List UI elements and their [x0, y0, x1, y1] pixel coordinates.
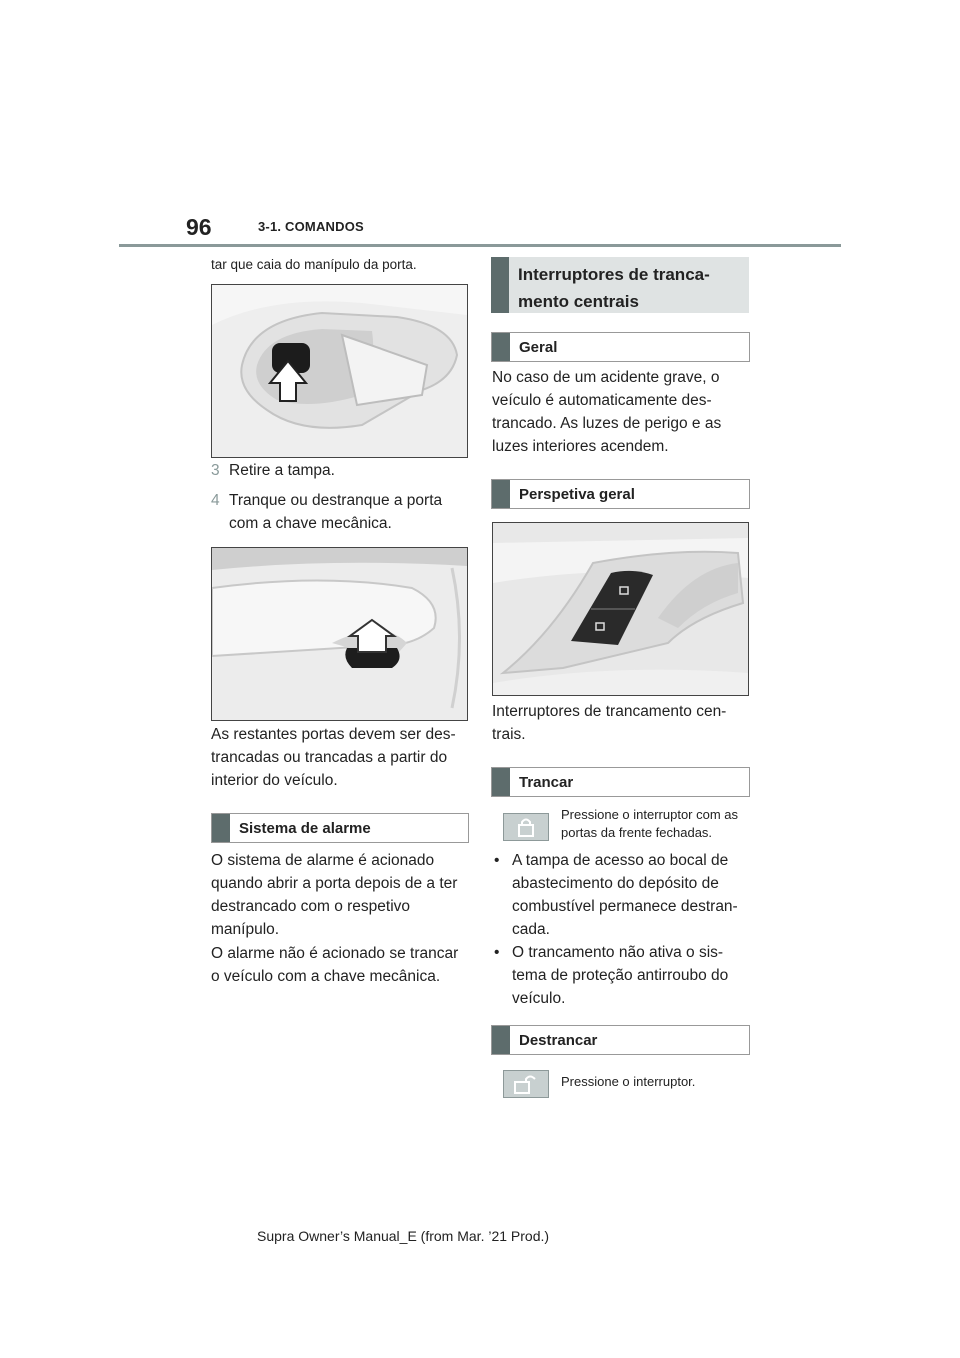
- lock-bullets: [494, 849, 748, 1010]
- lock-icon-text: Pressione o interruptor com as portas da frente fechadas.: [561, 807, 739, 840]
- door-handle-cap-image: [211, 284, 468, 458]
- step-3: [211, 459, 466, 482]
- central-locking-heading-text: [509, 257, 749, 315]
- alarm-paragraph-1: O sistema de alarme é acionado quando abrir a porta depois de a ter destrancado com o respetivo manípulo.: [211, 852, 458, 938]
- lock-closed-icon: [503, 813, 549, 841]
- section-title: 3-1. COMANDOS: [258, 219, 364, 234]
- step-3-text: Retire a tampa.: [229, 462, 335, 479]
- heading-marker: [212, 814, 230, 842]
- central-locking-switches-image: [492, 522, 749, 696]
- lock-bullet-2: • O trancamento não ativa o sis-tema de proteção antirroubo do veículo.: [494, 941, 748, 1010]
- central-locking-heading: [491, 257, 749, 313]
- intro-text: tar que caia do manípulo da porta.: [211, 257, 417, 272]
- heading-line-1: Interruptores de tranca-: [518, 265, 710, 284]
- lock-heading-text: Trancar: [519, 773, 574, 791]
- alarm-heading-text: Sistema de alarme: [239, 819, 371, 837]
- heading-marker: [492, 333, 510, 361]
- overview-heading-text: Perspetiva geral: [519, 485, 635, 503]
- step-4: [211, 489, 466, 535]
- alarm-paragraph-2: O alarme não é acionado se trancar o veículo com a chave mecânica.: [211, 945, 459, 985]
- overview-heading: [491, 479, 750, 509]
- heading-line-2: mento centrais: [518, 292, 639, 311]
- step-4-text: Tranque ou destranque a porta com a chave mecânica.: [229, 492, 443, 532]
- unlock-icon-text: Pressione o interruptor.: [561, 1074, 696, 1089]
- heading-marker: [492, 480, 510, 508]
- overview-caption: Interruptores de trancamento cen-trais.: [492, 703, 727, 743]
- alarm-heading: [211, 813, 469, 843]
- doors-paragraph: As restantes portas devem ser des-trancadas ou trancadas a partir do interior do veículo.: [211, 726, 456, 789]
- unlock-heading: [491, 1025, 750, 1055]
- heading-marker: [492, 768, 510, 796]
- header-rule: [119, 244, 841, 247]
- mechanical-key-image: [211, 547, 468, 721]
- lock-bullet-1: • A tampa de acesso ao bocal de abastecimento do depósito de combustível permanece destran-cada.: [494, 849, 748, 941]
- lock-open-icon: [503, 1070, 549, 1098]
- general-heading-text: Geral: [519, 338, 558, 356]
- general-heading: [491, 332, 750, 362]
- step-3-number: 3: [211, 462, 220, 479]
- unlock-heading-text: Destrancar: [519, 1031, 598, 1049]
- heading-marker: [492, 1026, 510, 1054]
- general-paragraph: No caso de um acidente grave, o veículo é automaticamente des-trancado. As luzes de perigo e as luzes interiores acendem.: [492, 369, 722, 455]
- step-4-number: 4: [211, 492, 220, 509]
- footer-text: Supra Owner’s Manual_E (from Mar. ’21 Prod.): [257, 1228, 550, 1244]
- page-number: 96: [186, 214, 212, 240]
- lock-heading: [491, 767, 750, 797]
